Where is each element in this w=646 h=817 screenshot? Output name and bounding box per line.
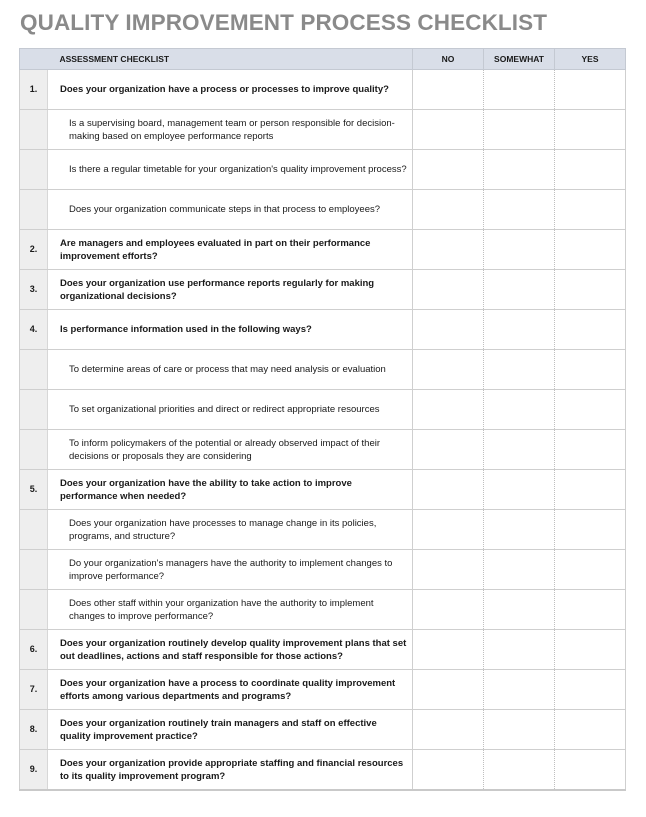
answer-cell-yes[interactable]: [555, 710, 626, 750]
answer-cell-somewhat[interactable]: [484, 590, 555, 630]
checklist-item-row: [20, 750, 626, 791]
answer-cell-somewhat[interactable]: [484, 190, 555, 230]
item-number: [20, 190, 48, 230]
answer-cell-yes[interactable]: [555, 750, 626, 791]
checklist-subitem-row: [20, 190, 626, 230]
answer-cell-no[interactable]: [413, 230, 484, 270]
answer-cell-somewhat[interactable]: [484, 710, 555, 750]
checklist-item-row: [20, 270, 626, 310]
checklist-subitem-row: [20, 510, 626, 550]
answer-cell-somewhat[interactable]: [484, 230, 555, 270]
answer-cell-no[interactable]: [413, 590, 484, 630]
answer-cell-yes[interactable]: [555, 190, 626, 230]
answer-cell-yes[interactable]: [555, 510, 626, 550]
checklist-item-row: [20, 710, 626, 750]
question-text: Does your organization routinely train managers and staff on effective quality improvement practice?: [48, 710, 413, 750]
item-number: 6.: [20, 630, 48, 670]
question-text: Does your organization have a process or processes to improve quality?: [48, 70, 413, 110]
header-somewhat: SOMEWHAT: [484, 49, 555, 70]
item-number: 4.: [20, 310, 48, 350]
answer-cell-yes[interactable]: [555, 70, 626, 110]
answer-cell-no[interactable]: [413, 190, 484, 230]
answer-cell-yes[interactable]: [555, 430, 626, 470]
answer-cell-yes[interactable]: [555, 630, 626, 670]
item-number: 8.: [20, 710, 48, 750]
header-yes: YES: [555, 49, 626, 70]
question-text: Does your organization have a process to coordinate quality improvement efforts among various departments and programs?: [48, 670, 413, 710]
answer-cell-yes[interactable]: [555, 310, 626, 350]
item-number: 9.: [20, 750, 48, 791]
question-text: Does your organization have the ability to take action to improve performance when needed?: [48, 470, 413, 510]
answer-cell-somewhat[interactable]: [484, 630, 555, 670]
subitem-text: Does your organization have processes to manage change in its policies, programs, and structure?: [48, 510, 413, 550]
subitem-text: Does other staff within your organization have the authority to implement changes to improve performance?: [48, 590, 413, 630]
checklist-item-row: [20, 70, 626, 110]
header-no: NO: [413, 49, 484, 70]
checklist-item-row: [20, 630, 626, 670]
item-number: 1.: [20, 70, 48, 110]
answer-cell-somewhat[interactable]: [484, 550, 555, 590]
answer-cell-somewhat[interactable]: [484, 270, 555, 310]
answer-cell-no[interactable]: [413, 630, 484, 670]
item-number: [20, 510, 48, 550]
header-row: [20, 49, 626, 70]
item-number: 2.: [20, 230, 48, 270]
checklist-item-row: [20, 470, 626, 510]
item-number: [20, 550, 48, 590]
question-text: Are managers and employees evaluated in part on their performance improvement efforts?: [48, 230, 413, 270]
answer-cell-somewhat[interactable]: [484, 510, 555, 550]
question-text: Is performance information used in the following ways?: [48, 310, 413, 350]
answer-cell-no[interactable]: [413, 390, 484, 430]
checklist-subitem-row: [20, 430, 626, 470]
question-text: Does your organization routinely develop quality improvement plans that set out deadlines, actions and staff responsible for those actions?: [48, 630, 413, 670]
subitem-text: To inform policymakers of the potential or already observed impact of their decisions or proposals they are considering: [48, 430, 413, 470]
checklist-item-row: [20, 310, 626, 350]
answer-cell-yes[interactable]: [555, 110, 626, 150]
page-title: QUALITY IMPROVEMENT PROCESS CHECKLIST: [20, 10, 548, 35]
header-assessment: ASSESSMENT CHECKLIST: [48, 49, 413, 70]
answer-cell-no[interactable]: [413, 350, 484, 390]
answer-cell-no[interactable]: [413, 750, 484, 791]
answer-cell-somewhat[interactable]: [484, 150, 555, 190]
item-number: 5.: [20, 470, 48, 510]
checklist-item-row: [20, 230, 626, 270]
answer-cell-no[interactable]: [413, 470, 484, 510]
answer-cell-no[interactable]: [413, 70, 484, 110]
checklist-table: [19, 48, 626, 791]
checklist-subitem-row: [20, 110, 626, 150]
answer-cell-somewhat[interactable]: [484, 430, 555, 470]
answer-cell-yes[interactable]: [555, 270, 626, 310]
question-text: Does your organization provide appropriate staffing and financial resources to its quality improvement program?: [48, 750, 413, 791]
item-number: 3.: [20, 270, 48, 310]
answer-cell-no[interactable]: [413, 310, 484, 350]
answer-cell-somewhat[interactable]: [484, 110, 555, 150]
checklist-subitem-row: [20, 350, 626, 390]
answer-cell-yes[interactable]: [555, 230, 626, 270]
checklist-item-row: [20, 670, 626, 710]
subitem-text: To determine areas of care or process that may need analysis or evaluation: [48, 350, 413, 390]
subitem-text: Does your organization communicate steps in that process to employees?: [48, 190, 413, 230]
answer-cell-somewhat[interactable]: [484, 390, 555, 430]
answer-cell-no[interactable]: [413, 110, 484, 150]
item-number: [20, 590, 48, 630]
answer-cell-somewhat[interactable]: [484, 70, 555, 110]
answer-cell-somewhat[interactable]: [484, 470, 555, 510]
answer-cell-yes[interactable]: [555, 390, 626, 430]
answer-cell-somewhat[interactable]: [484, 350, 555, 390]
checklist-subitem-row: [20, 550, 626, 590]
item-number: [20, 150, 48, 190]
subitem-text: Is there a regular timetable for your organization's quality improvement process?: [48, 150, 413, 190]
checklist-subitem-row: [20, 150, 626, 190]
answer-cell-no[interactable]: [413, 270, 484, 310]
answer-cell-no[interactable]: [413, 430, 484, 470]
answer-cell-yes[interactable]: [555, 470, 626, 510]
answer-cell-yes[interactable]: [555, 150, 626, 190]
item-number: [20, 390, 48, 430]
subitem-text: To set organizational priorities and direct or redirect appropriate resources: [48, 390, 413, 430]
answer-cell-yes[interactable]: [555, 590, 626, 630]
answer-cell-no[interactable]: [413, 670, 484, 710]
answer-cell-yes[interactable]: [555, 550, 626, 590]
answer-cell-no[interactable]: [413, 150, 484, 190]
checklist-subitem-row: [20, 590, 626, 630]
header-number-cell: [20, 49, 48, 70]
subitem-text: Do your organization's managers have the authority to implement changes to improve performance?: [48, 550, 413, 590]
item-number: [20, 430, 48, 470]
answer-cell-yes[interactable]: [555, 350, 626, 390]
question-text: Does your organization use performance reports regularly for making organizational decisions?: [48, 270, 413, 310]
checklist-subitem-row: [20, 390, 626, 430]
answer-cell-no[interactable]: [413, 710, 484, 750]
answer-cell-yes[interactable]: [555, 670, 626, 710]
answer-cell-somewhat[interactable]: [484, 750, 555, 791]
item-number: [20, 350, 48, 390]
answer-cell-somewhat[interactable]: [484, 670, 555, 710]
subitem-text: Is a supervising board, management team or person responsible for decision-making based on employee performance reports: [48, 110, 413, 150]
item-number: [20, 110, 48, 150]
answer-cell-no[interactable]: [413, 510, 484, 550]
answer-cell-no[interactable]: [413, 550, 484, 590]
item-number: 7.: [20, 670, 48, 710]
answer-cell-somewhat[interactable]: [484, 310, 555, 350]
